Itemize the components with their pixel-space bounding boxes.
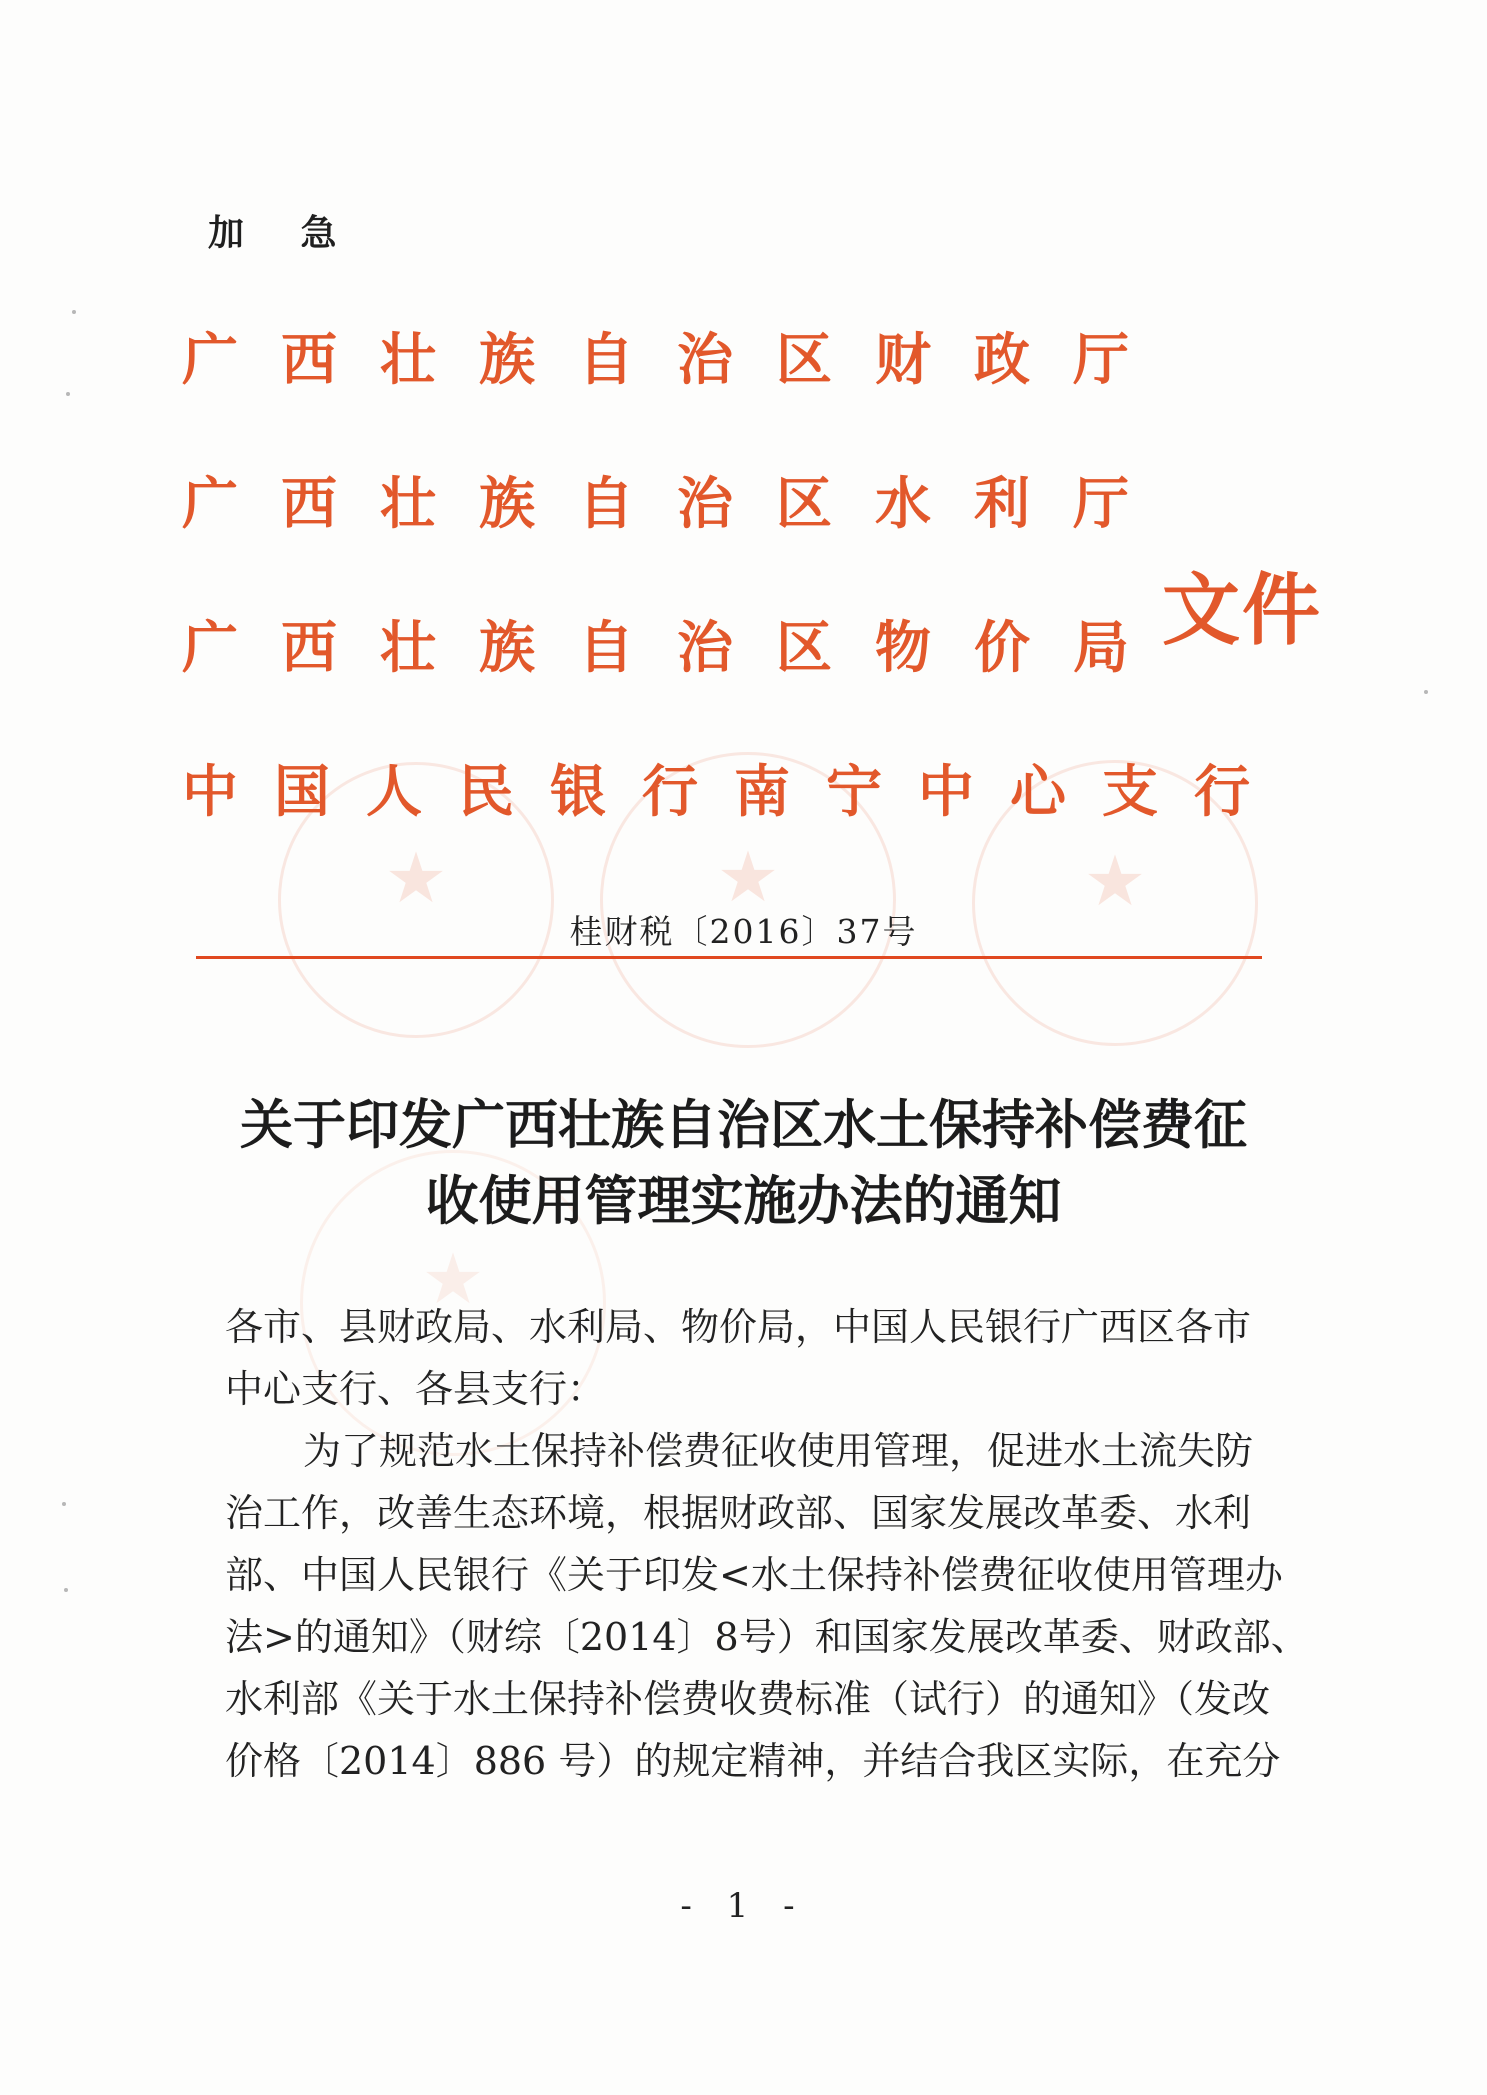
title-line-1: 关于印发广西壮族自治区水土保持补偿费征 [240, 1095, 1247, 1156]
document-body [225, 1296, 1309, 1792]
scan-speck [66, 392, 70, 396]
body-line: 水利部《关于水土保持补偿费收费标准（试行）的通知》（发改 [225, 1677, 1271, 1721]
urgency-label: 加 急 [208, 213, 359, 254]
scan-speck [62, 1502, 66, 1506]
title-line-2: 收使用管理实施办法的通知 [425, 1171, 1062, 1232]
red-divider [196, 956, 1262, 959]
scan-speck [64, 1588, 68, 1592]
body-line: 各市、县财政局、水利局、物价局，中国人民银行广西区各市 [225, 1305, 1252, 1349]
body-line: 部、中国人民银行《关于印发<水土保持补偿费征收使用管理办 [225, 1553, 1283, 1597]
body-line: 法>的通知》（财综〔2014〕8号）和国家发展改革委、财政部、 [225, 1615, 1309, 1659]
issuer-bank: 中国人民银行南宁中心支行 [182, 760, 1286, 825]
body-line: 价格〔2014〕886 号）的规定精神，并结合我区实际，在充分 [225, 1739, 1281, 1783]
body-line: 为了规范水土保持补偿费征收使用管理，促进水土流失防 [303, 1429, 1254, 1473]
issuer-water: 广西壮族自治区水利厅 [182, 472, 1172, 537]
document-label: 文件 [1162, 566, 1323, 656]
scan-speck [72, 310, 76, 314]
issuer-price: 广西壮族自治区物价局 [182, 616, 1172, 681]
page-number: - 1 - [680, 1886, 807, 1926]
scan-speck [1424, 690, 1428, 694]
document-title [0, 1088, 1487, 1240]
body-line: 治工作，改善生态环境，根据财政部、国家发展改革委、水利 [225, 1491, 1252, 1535]
document-number: 桂财税〔2016〕37号 [569, 912, 918, 951]
body-line: 中心支行、各县支行： [225, 1367, 606, 1411]
issuer-finance: 广西壮族自治区财政厅 [182, 328, 1172, 393]
